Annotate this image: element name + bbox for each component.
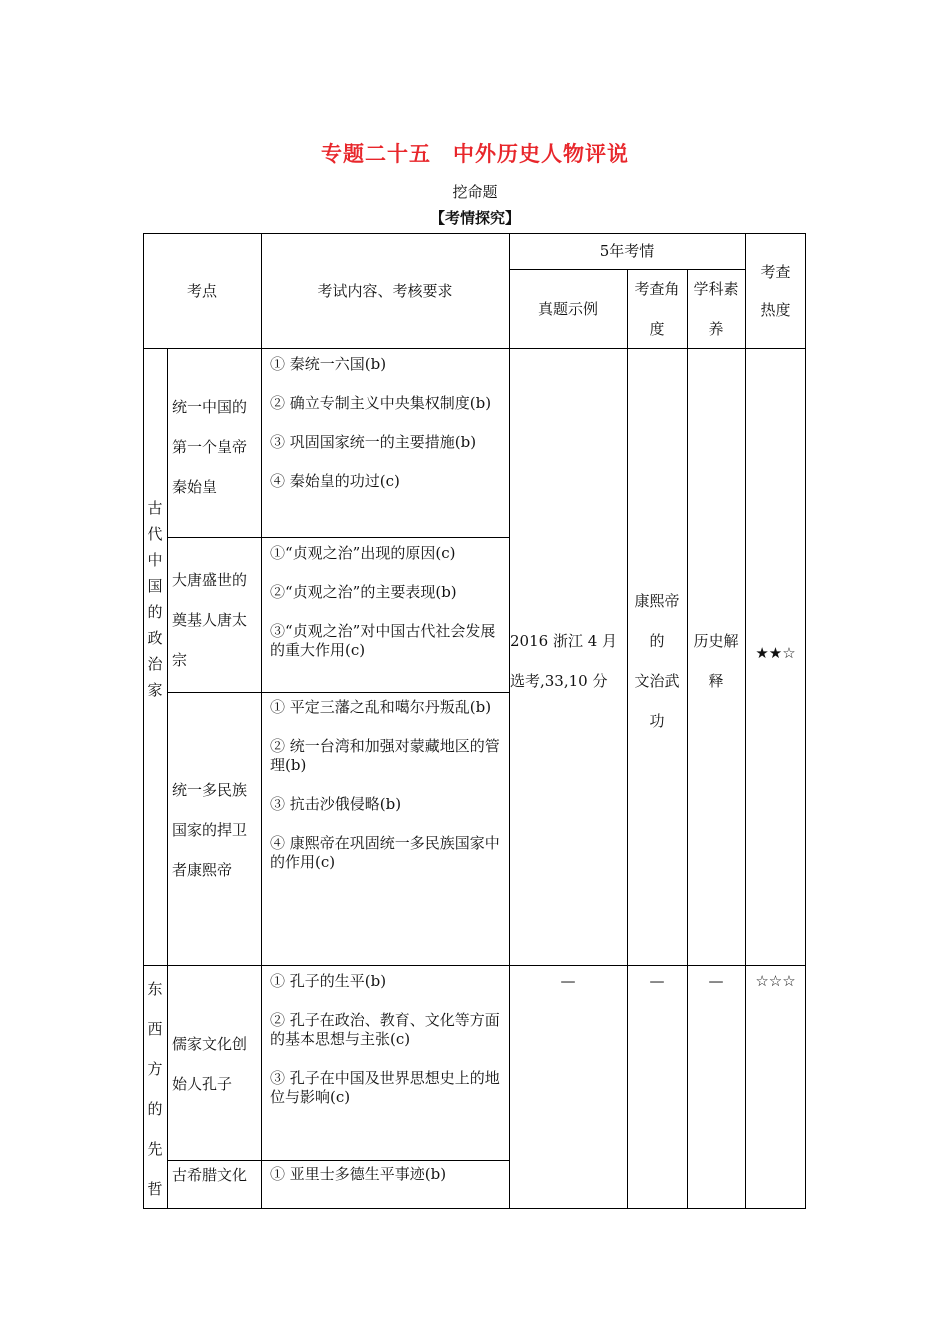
category-char: 西 xyxy=(147,1020,163,1038)
content-item: ③ 巩固国家统一的主要措施(b) xyxy=(270,433,477,451)
subtitle: 挖命题 xyxy=(452,183,498,201)
heat-group1: ★★☆ xyxy=(755,644,796,662)
literacy-line: 释 xyxy=(708,672,724,690)
category-char: 古 xyxy=(147,499,163,517)
topic-line: 奠基人唐太 xyxy=(172,611,248,629)
content-item: ① 孔子的生平(b) xyxy=(270,972,387,990)
literacy-group1 xyxy=(687,621,745,701)
header-angle-line: 考查角 xyxy=(634,279,680,298)
header-angle-line: 度 xyxy=(649,319,665,338)
header-kaodian: 考点 xyxy=(186,281,217,300)
category-char: 家 xyxy=(147,681,163,699)
content-greece xyxy=(270,1165,506,1204)
exam-analysis-table xyxy=(143,233,806,1209)
category-char: 治 xyxy=(147,655,163,673)
category-char: 中 xyxy=(147,551,163,569)
category-char: 的 xyxy=(147,1100,163,1118)
topic-confucius xyxy=(172,1024,260,1104)
literacy-line: 历史解 xyxy=(693,632,739,650)
topic-line: 宗 xyxy=(172,651,188,669)
header-heat-line: 考查 xyxy=(760,262,791,281)
content-item: ④ 康熙帝在巩固统一多民族国家中的作用(c) xyxy=(270,834,500,871)
topic-line: 秦始皇 xyxy=(172,478,218,496)
header-literacy xyxy=(687,269,745,348)
header-five-year: 5年考情 xyxy=(599,242,655,260)
category-char: 先 xyxy=(147,1140,163,1158)
topic-line: 大唐盛世的 xyxy=(172,571,248,589)
category-char: 方 xyxy=(147,1060,163,1078)
heat-group2: ☆☆☆ xyxy=(755,972,796,990)
content-item: ② 确立专制主义中央集权制度(b) xyxy=(270,394,492,412)
angle-group1 xyxy=(627,581,687,741)
content-item: ① 平定三藩之乱和噶尔丹叛乱(b) xyxy=(270,698,492,716)
header-angle xyxy=(627,269,687,348)
content-item: ②“贞观之治”的主要表现(b) xyxy=(270,583,457,601)
topic-line: 国家的捍卫 xyxy=(172,821,248,839)
category-char: 东 xyxy=(147,980,163,998)
angle-line: 康熙帝 xyxy=(634,592,680,610)
example-group1 xyxy=(510,621,627,701)
content-qinshihuang xyxy=(270,355,506,511)
literacy-group2: — xyxy=(708,972,724,990)
content-item: ③ 孔子在中国及世界思想史上的地位与影响(c) xyxy=(270,1069,500,1106)
topic-line: 儒家文化创 xyxy=(172,1035,248,1053)
category-ancient-statesmen xyxy=(144,495,166,703)
header-literacy-line: 养 xyxy=(708,319,724,338)
angle-line: 文治武 xyxy=(634,672,680,690)
content-item: ② 孔子在政治、教育、文化等方面的基本思想与主张(c) xyxy=(270,1011,500,1048)
category-char: 代 xyxy=(147,525,163,543)
topic-qinshihuang xyxy=(172,387,260,507)
content-item: ③“贞观之治”对中国古代社会发展的重大作用(c) xyxy=(270,622,496,659)
topic-line: 统一中国的 xyxy=(172,398,248,416)
content-item: ① 亚里士多德生平事迹(b) xyxy=(270,1165,447,1183)
header-heat xyxy=(745,233,806,348)
topic-greece: 古希腊文化 xyxy=(172,1166,248,1184)
angle-line: 功 xyxy=(649,712,665,730)
topic-line: 第一个皇帝 xyxy=(172,438,248,456)
content-item: ① 秦统一六国(b) xyxy=(270,355,387,373)
topic-line: 者康熙帝 xyxy=(172,861,233,879)
topic-tangtaizong xyxy=(172,560,260,680)
topic-kangxi xyxy=(172,770,260,890)
content-kangxi xyxy=(270,698,506,892)
section-heading: 【考情探究】 xyxy=(429,209,520,227)
content-tangtaizong xyxy=(270,544,506,680)
category-char: 国 xyxy=(147,577,163,595)
category-char: 的 xyxy=(147,603,163,621)
angle-line: 的 xyxy=(649,632,665,650)
category-sages xyxy=(144,969,166,1209)
topic-line: 始人孔子 xyxy=(172,1075,233,1093)
angle-group2: — xyxy=(649,972,665,990)
content-item: ④ 秦始皇的功过(c) xyxy=(270,472,400,490)
header-literacy-line: 学科素 xyxy=(693,279,739,298)
page-title: 专题二十五 中外历史人物评说 xyxy=(321,142,629,166)
header-heat-line: 热度 xyxy=(760,300,791,319)
content-item: ①“贞观之治”出现的原因(c) xyxy=(270,544,456,562)
example-group2: — xyxy=(560,972,576,990)
example-line: 2016 浙江 4 月 xyxy=(510,632,618,650)
content-confucius xyxy=(270,972,506,1127)
category-char: 政 xyxy=(147,629,163,647)
category-char: 哲 xyxy=(147,1180,163,1198)
content-item: ② 统一台湾和加强对蒙藏地区的管理(b) xyxy=(270,737,500,774)
example-line: 选考,33,10 分 xyxy=(510,672,608,690)
topic-line: 统一多民族 xyxy=(172,781,248,799)
header-content: 考试内容、考核要求 xyxy=(317,281,453,300)
content-item: ③ 抗击沙俄侵略(b) xyxy=(270,795,402,813)
header-example: 真题示例 xyxy=(537,299,598,318)
